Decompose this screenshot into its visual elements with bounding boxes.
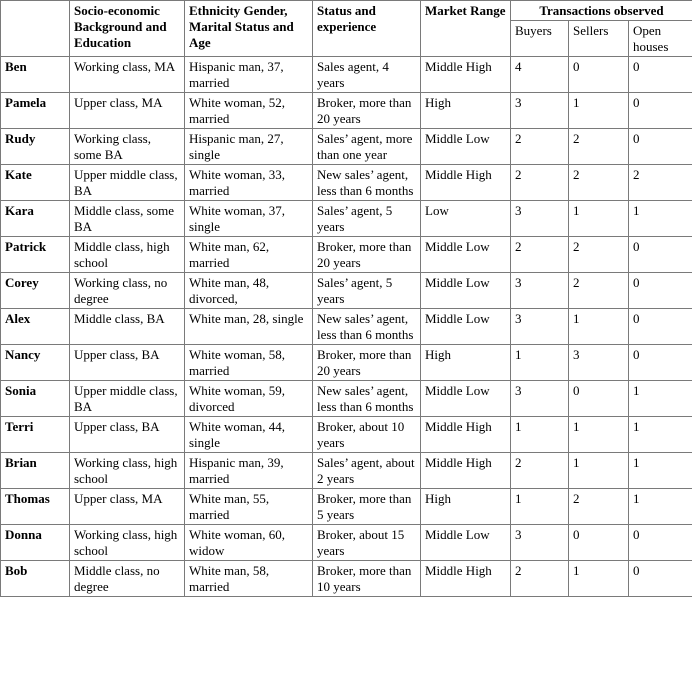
status-cell: Sales’ agent, more than one year (313, 129, 421, 165)
background-cell: Upper class, BA (70, 417, 185, 453)
background-cell: Working class, high school (70, 453, 185, 489)
table-row (1, 129, 692, 165)
status-cell: Broker, about 10 years (313, 417, 421, 453)
status-cell: Broker, more than 5 years (313, 489, 421, 525)
name-cell: Kara (1, 201, 70, 237)
background-cell: Middle class, high school (70, 237, 185, 273)
demographics-cell: White woman, 33, married (185, 165, 313, 201)
open-houses-cell: 1 (629, 417, 692, 453)
table-row (1, 309, 692, 345)
sellers-cell: 2 (569, 273, 629, 309)
buyers-cell: 1 (511, 417, 569, 453)
name-cell: Patrick (1, 237, 70, 273)
background-cell: Upper middle class, BA (70, 165, 185, 201)
background-cell: Middle class, no degree (70, 561, 185, 597)
status-cell: Broker, more than 10 years (313, 561, 421, 597)
sellers-cell: 2 (569, 129, 629, 165)
sellers-cell: 2 (569, 237, 629, 273)
table-row (1, 417, 692, 453)
open-houses-cell: 1 (629, 381, 692, 417)
table-row (1, 525, 692, 561)
sellers-cell: 0 (569, 381, 629, 417)
open-houses-cell: 2 (629, 165, 692, 201)
status-cell: Sales’ agent, 5 years (313, 273, 421, 309)
market-cell: Low (421, 201, 511, 237)
open-houses-cell: 0 (629, 129, 692, 165)
buyers-cell: 3 (511, 93, 569, 129)
demographics-cell: White woman, 58, married (185, 345, 313, 381)
buyers-cell: 2 (511, 129, 569, 165)
market-cell: Middle Low (421, 273, 511, 309)
header-transactions: Transactions observed (511, 1, 692, 21)
open-houses-cell: 0 (629, 345, 692, 381)
header-buyers: Buyers (511, 21, 569, 57)
open-houses-cell: 0 (629, 561, 692, 597)
header-background: Socio-economic Background and Education (70, 1, 185, 57)
table-row (1, 345, 692, 381)
status-cell: Broker, about 15 years (313, 525, 421, 561)
header-sellers: Sellers (569, 21, 629, 57)
background-cell: Upper class, BA (70, 345, 185, 381)
market-cell: Middle High (421, 453, 511, 489)
table-body (1, 57, 692, 597)
open-houses-cell: 0 (629, 273, 692, 309)
demographics-cell: Hispanic man, 37, married (185, 57, 313, 93)
market-cell: Middle Low (421, 525, 511, 561)
buyers-cell: 3 (511, 273, 569, 309)
open-houses-cell: 1 (629, 489, 692, 525)
buyers-cell: 3 (511, 201, 569, 237)
market-cell: Middle High (421, 417, 511, 453)
background-cell: Middle class, some BA (70, 201, 185, 237)
table-row (1, 381, 692, 417)
sellers-cell: 1 (569, 561, 629, 597)
background-cell: Working class, some BA (70, 129, 185, 165)
market-cell: Middle Low (421, 381, 511, 417)
table-header (1, 1, 692, 57)
demographics-cell: White man, 48, divorced, (185, 273, 313, 309)
buyers-cell: 3 (511, 525, 569, 561)
open-houses-cell: 1 (629, 453, 692, 489)
name-cell: Kate (1, 165, 70, 201)
status-cell: New sales’ agent, less than 6 months (313, 381, 421, 417)
background-cell: Upper class, MA (70, 93, 185, 129)
status-cell: Broker, more than 20 years (313, 237, 421, 273)
background-cell: Working class, no degree (70, 273, 185, 309)
demographics-cell: White woman, 52, married (185, 93, 313, 129)
background-cell: Upper middle class, BA (70, 381, 185, 417)
open-houses-cell: 0 (629, 93, 692, 129)
buyers-cell: 2 (511, 561, 569, 597)
buyers-cell: 3 (511, 381, 569, 417)
name-cell: Bob (1, 561, 70, 597)
market-cell: Middle Low (421, 309, 511, 345)
open-houses-cell: 1 (629, 201, 692, 237)
header-status: Status and experience (313, 1, 421, 57)
name-cell: Corey (1, 273, 70, 309)
background-cell: Upper class, MA (70, 489, 185, 525)
market-cell: Middle High (421, 165, 511, 201)
open-houses-cell: 0 (629, 237, 692, 273)
buyers-cell: 2 (511, 165, 569, 201)
background-cell: Middle class, BA (70, 309, 185, 345)
market-cell: Middle Low (421, 129, 511, 165)
buyers-cell: 3 (511, 309, 569, 345)
open-houses-cell: 0 (629, 525, 692, 561)
buyers-cell: 4 (511, 57, 569, 93)
table-row (1, 273, 692, 309)
demographics-cell: White man, 62, married (185, 237, 313, 273)
status-cell: Sales agent, 4 years (313, 57, 421, 93)
sellers-cell: 1 (569, 417, 629, 453)
open-houses-cell: 0 (629, 57, 692, 93)
table-row (1, 489, 692, 525)
header-name (1, 1, 70, 57)
sellers-cell: 2 (569, 165, 629, 201)
name-cell: Donna (1, 525, 70, 561)
header-market: Market Range (421, 1, 511, 57)
name-cell: Alex (1, 309, 70, 345)
background-cell: Working class, high school (70, 525, 185, 561)
table-row (1, 237, 692, 273)
demographics-cell: Hispanic man, 39, married (185, 453, 313, 489)
status-cell: Sales’ agent, 5 years (313, 201, 421, 237)
status-cell: Broker, more than 20 years (313, 93, 421, 129)
name-cell: Rudy (1, 129, 70, 165)
demographics-cell: Hispanic man, 27, single (185, 129, 313, 165)
sellers-cell: 0 (569, 525, 629, 561)
sellers-cell: 1 (569, 201, 629, 237)
status-cell: New sales’ agent, less than 6 months (313, 165, 421, 201)
sellers-cell: 1 (569, 453, 629, 489)
status-cell: Broker, more than 20 years (313, 345, 421, 381)
buyers-cell: 2 (511, 237, 569, 273)
status-cell: Sales’ agent, about 2 years (313, 453, 421, 489)
demographics-cell: White man, 55, married (185, 489, 313, 525)
buyers-cell: 1 (511, 345, 569, 381)
name-cell: Thomas (1, 489, 70, 525)
demographics-cell: White woman, 44, single (185, 417, 313, 453)
sellers-cell: 2 (569, 489, 629, 525)
background-cell: Working class, MA (70, 57, 185, 93)
market-cell: High (421, 93, 511, 129)
table-row (1, 561, 692, 597)
header-demographics: Ethnicity Gender, Marital Status and Age (185, 1, 313, 57)
sellers-cell: 3 (569, 345, 629, 381)
name-cell: Nancy (1, 345, 70, 381)
demographics-cell: White man, 28, single (185, 309, 313, 345)
name-cell: Brian (1, 453, 70, 489)
market-cell: Middle High (421, 561, 511, 597)
buyers-cell: 2 (511, 453, 569, 489)
demographics-cell: White woman, 37, single (185, 201, 313, 237)
sellers-cell: 1 (569, 309, 629, 345)
market-cell: High (421, 489, 511, 525)
market-cell: High (421, 345, 511, 381)
table-row (1, 93, 692, 129)
demographics-cell: White woman, 60, widow (185, 525, 313, 561)
sellers-cell: 1 (569, 93, 629, 129)
table-row (1, 453, 692, 489)
name-cell: Ben (1, 57, 70, 93)
market-cell: Middle High (421, 57, 511, 93)
demographics-cell: White woman, 59, divorced (185, 381, 313, 417)
buyers-cell: 1 (511, 489, 569, 525)
table-row (1, 165, 692, 201)
name-cell: Terri (1, 417, 70, 453)
sellers-cell: 0 (569, 57, 629, 93)
table-row (1, 57, 692, 93)
status-cell: New sales’ agent, less than 6 months (313, 309, 421, 345)
open-houses-cell: 0 (629, 309, 692, 345)
header-open-houses: Open houses (629, 21, 692, 57)
name-cell: Pamela (1, 93, 70, 129)
demographics-cell: White man, 58, married (185, 561, 313, 597)
name-cell: Sonia (1, 381, 70, 417)
table-row (1, 201, 692, 237)
market-cell: Middle Low (421, 237, 511, 273)
